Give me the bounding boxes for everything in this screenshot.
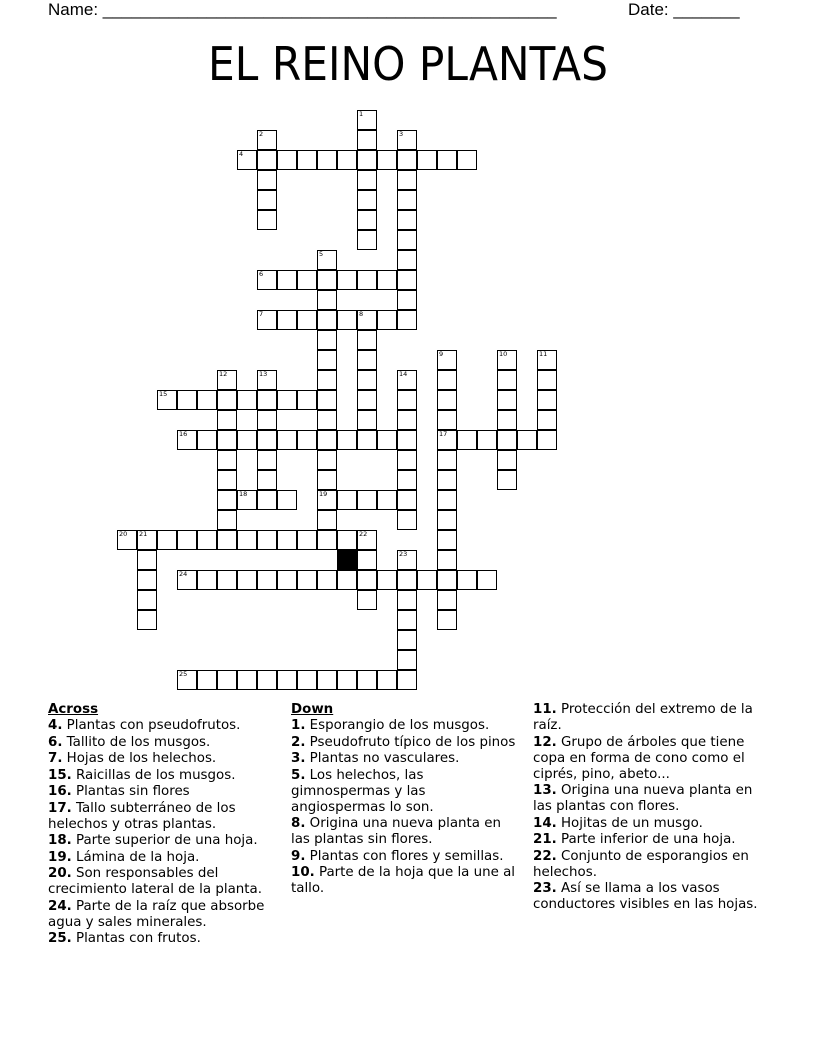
clue-number-label: 8. bbox=[291, 816, 306, 831]
across-clues-column bbox=[48, 702, 284, 948]
grid-cell[interactable] bbox=[257, 430, 277, 450]
grid-cell[interactable] bbox=[537, 410, 557, 430]
clue-text: Plantas con frutos. bbox=[71, 931, 201, 946]
clue-number-label: 13. bbox=[533, 783, 557, 798]
clue-number-label: 15. bbox=[48, 767, 72, 783]
grid-cell[interactable] bbox=[357, 370, 377, 390]
page-title: EL REINO PLANTAS bbox=[208, 37, 608, 91]
grid-cell[interactable] bbox=[377, 430, 397, 450]
clue-item bbox=[533, 783, 769, 815]
clue-number-label: 18. bbox=[48, 833, 72, 848]
clue-item bbox=[291, 735, 521, 751]
clue-text: Grupo de árboles que tiene copa en forma de cono como el ciprés, pino, abeto... bbox=[533, 734, 745, 782]
grid-cell[interactable] bbox=[357, 550, 377, 570]
grid-cell[interactable] bbox=[437, 410, 457, 430]
grid-cell[interactable] bbox=[437, 610, 457, 630]
grid-cell[interactable] bbox=[257, 190, 277, 210]
clue-item bbox=[291, 768, 521, 816]
clue-number-label: 21. bbox=[533, 832, 557, 847]
grid-cell[interactable] bbox=[217, 390, 237, 410]
grid-cell[interactable] bbox=[397, 390, 417, 410]
clue-number-label: 5. bbox=[291, 767, 306, 783]
grid-cell[interactable] bbox=[217, 510, 237, 530]
grid-cell[interactable] bbox=[357, 230, 377, 250]
grid-cell[interactable] bbox=[397, 370, 417, 390]
clue-number: 9 bbox=[439, 350, 444, 358]
grid-cell[interactable] bbox=[397, 450, 417, 470]
grid-cell[interactable] bbox=[357, 530, 377, 550]
grid-cell[interactable] bbox=[377, 270, 397, 290]
clue-number-label: 24. bbox=[48, 898, 72, 914]
grid-cell[interactable] bbox=[397, 270, 417, 290]
grid-cell[interactable] bbox=[117, 530, 137, 550]
grid-cell[interactable] bbox=[357, 110, 377, 130]
grid-cell[interactable] bbox=[377, 570, 397, 590]
grid-cell[interactable] bbox=[517, 430, 537, 450]
grid-cell[interactable] bbox=[397, 670, 417, 690]
grid-cell[interactable] bbox=[257, 270, 277, 290]
grid-cell[interactable] bbox=[437, 370, 457, 390]
clue-text: Tallito de los musgos. bbox=[62, 734, 211, 750]
grid-cell[interactable] bbox=[337, 150, 357, 170]
across-clue-list bbox=[48, 718, 284, 947]
across-heading: Across bbox=[48, 702, 99, 717]
clue-text: Los helechos, las gimnospermas y las angiospermas lo son. bbox=[291, 767, 434, 815]
grid-cell[interactable] bbox=[497, 430, 517, 450]
grid-cell[interactable] bbox=[197, 430, 217, 450]
grid-cell[interactable] bbox=[257, 310, 277, 330]
grid-cell[interactable] bbox=[357, 410, 377, 430]
clue-number: 14 bbox=[399, 370, 408, 378]
clue-text: Origina una nueva planta en las plantas con flores. bbox=[533, 783, 753, 814]
clue-item bbox=[291, 849, 521, 865]
grid-cell[interactable] bbox=[317, 250, 337, 270]
grid-cell[interactable] bbox=[357, 190, 377, 210]
grid-cell[interactable] bbox=[317, 290, 337, 310]
grid-cell[interactable] bbox=[357, 350, 377, 370]
grid-cell[interactable] bbox=[237, 490, 257, 510]
grid-cell[interactable] bbox=[337, 310, 357, 330]
grid-cell[interactable] bbox=[317, 350, 337, 370]
clue-text: Esporangio de los musgos. bbox=[305, 718, 490, 733]
grid-cell[interactable] bbox=[337, 490, 357, 510]
clue-number: 10 bbox=[499, 350, 508, 358]
grid-cell[interactable] bbox=[317, 490, 337, 510]
grid-cell[interactable] bbox=[397, 610, 417, 630]
name-field-line: Name: ________________________________________________ bbox=[48, 0, 557, 19]
grid-cell[interactable] bbox=[397, 290, 417, 310]
clue-item bbox=[291, 751, 521, 767]
grid-cell[interactable] bbox=[397, 490, 417, 510]
clue-number: 20 bbox=[119, 530, 128, 538]
clue-number-label: 6. bbox=[48, 734, 63, 750]
clue-text: Parte de la hoja que la une al tallo. bbox=[291, 865, 516, 896]
clue-item bbox=[48, 899, 284, 931]
grid-cell[interactable] bbox=[397, 470, 417, 490]
grid-cell[interactable] bbox=[137, 530, 157, 550]
grid-cell[interactable] bbox=[397, 410, 417, 430]
clue-number: 2 bbox=[259, 130, 264, 138]
clue-text: Plantas no vasculares. bbox=[305, 751, 460, 766]
grid-cell[interactable] bbox=[357, 270, 377, 290]
grid-cell[interactable] bbox=[317, 150, 337, 170]
clue-number: 16 bbox=[179, 430, 188, 438]
grid-cell[interactable] bbox=[217, 670, 237, 690]
clue-item bbox=[48, 784, 284, 800]
grid-cell[interactable] bbox=[337, 270, 357, 290]
grid-cell[interactable] bbox=[277, 570, 297, 590]
grid-cell[interactable] bbox=[197, 670, 217, 690]
grid-cell[interactable] bbox=[217, 430, 237, 450]
clue-number-label: 12. bbox=[533, 734, 557, 750]
grid-cell[interactable] bbox=[237, 430, 257, 450]
grid-cell[interactable] bbox=[437, 570, 457, 590]
grid-cell[interactable] bbox=[277, 150, 297, 170]
clue-text: Tallo subterráneo de los helechos y otras plantas. bbox=[48, 800, 236, 832]
grid-cell[interactable] bbox=[157, 390, 177, 410]
clue-number-label: 17. bbox=[48, 800, 72, 816]
grid-cell[interactable] bbox=[277, 430, 297, 450]
grid-cell[interactable] bbox=[317, 370, 337, 390]
grid-cell[interactable] bbox=[357, 310, 377, 330]
grid-cell[interactable] bbox=[257, 470, 277, 490]
grid-cell[interactable] bbox=[257, 130, 277, 150]
clue-item bbox=[48, 718, 284, 734]
clue-number: 17 bbox=[439, 430, 448, 438]
grid-cell[interactable] bbox=[137, 550, 157, 570]
grid-cell[interactable] bbox=[397, 130, 417, 150]
grid-cell[interactable] bbox=[437, 550, 457, 570]
grid-cell[interactable] bbox=[437, 530, 457, 550]
grid-cell[interactable] bbox=[317, 410, 337, 430]
clue-number: 5 bbox=[319, 250, 324, 258]
grid-cell[interactable] bbox=[297, 270, 317, 290]
grid-cell[interactable] bbox=[537, 390, 557, 410]
grid-cell[interactable] bbox=[177, 430, 197, 450]
clue-text: Así se llama a los vasos conductores visibles en las hojas. bbox=[533, 881, 758, 912]
grid-cell[interactable] bbox=[357, 210, 377, 230]
clue-number: 7 bbox=[259, 310, 264, 318]
grid-cell[interactable] bbox=[397, 310, 417, 330]
clue-text: Plantas con pseudofrutos. bbox=[62, 718, 241, 733]
down-clue-list bbox=[291, 718, 521, 897]
grid-cell[interactable] bbox=[497, 350, 517, 370]
clue-number-label: 20. bbox=[48, 866, 72, 881]
clue-item bbox=[533, 881, 769, 913]
clue-number-label: 25. bbox=[48, 931, 72, 946]
clue-item bbox=[48, 735, 284, 751]
grid-cell[interactable] bbox=[277, 670, 297, 690]
clue-item bbox=[48, 801, 284, 833]
grid-cell[interactable] bbox=[357, 430, 377, 450]
grid-cell[interactable] bbox=[257, 490, 277, 510]
grid-cell[interactable] bbox=[157, 530, 177, 550]
grid-cell[interactable] bbox=[257, 450, 277, 470]
clue-text: Raicillas de los musgos. bbox=[71, 767, 236, 783]
clue-number-label: 4. bbox=[48, 718, 63, 733]
clue-text: Hojitas de un musgo. bbox=[556, 815, 703, 831]
grid-cell[interactable] bbox=[377, 490, 397, 510]
clue-text: Plantas con flores y semillas. bbox=[305, 848, 504, 864]
grid-cell[interactable] bbox=[377, 150, 397, 170]
black-cell bbox=[337, 550, 357, 570]
clue-number: 23 bbox=[399, 550, 408, 558]
grid-cell[interactable] bbox=[497, 370, 517, 390]
clue-text: Protección del extremo de la raíz. bbox=[533, 702, 753, 733]
grid-cell[interactable] bbox=[197, 530, 217, 550]
clue-text: Conjunto de esporangios en helechos. bbox=[533, 848, 749, 880]
clue-text: Hojas de los helechos. bbox=[62, 751, 217, 766]
clue-number-label: 23. bbox=[533, 881, 557, 896]
grid-cell[interactable] bbox=[217, 370, 237, 390]
grid-cell[interactable] bbox=[217, 410, 237, 430]
grid-cell[interactable] bbox=[137, 590, 157, 610]
grid-cell[interactable] bbox=[397, 650, 417, 670]
grid-cell[interactable] bbox=[437, 490, 457, 510]
clue-number-label: 3. bbox=[291, 751, 306, 766]
grid-cell[interactable] bbox=[297, 670, 317, 690]
grid-cell[interactable] bbox=[337, 430, 357, 450]
grid-cell[interactable] bbox=[437, 150, 457, 170]
clue-item bbox=[48, 833, 284, 849]
grid-cell[interactable] bbox=[337, 570, 357, 590]
grid-cell[interactable] bbox=[317, 330, 337, 350]
clue-number: 13 bbox=[259, 370, 268, 378]
grid-cell[interactable] bbox=[397, 150, 417, 170]
grid-cell[interactable] bbox=[257, 370, 277, 390]
grid-cell[interactable] bbox=[437, 450, 457, 470]
clue-item bbox=[533, 735, 769, 783]
grid-cell[interactable] bbox=[257, 570, 277, 590]
grid-cell[interactable] bbox=[457, 430, 477, 450]
grid-cell[interactable] bbox=[257, 530, 277, 550]
grid-cell[interactable] bbox=[397, 550, 417, 570]
grid-cell[interactable] bbox=[237, 390, 257, 410]
clue-text: Son responsables del crecimiento lateral de la planta. bbox=[48, 866, 262, 897]
down-clue-list-continued bbox=[533, 702, 769, 913]
clue-text: Parte inferior de una hoja. bbox=[556, 832, 736, 847]
grid-cell[interactable] bbox=[317, 530, 337, 550]
clue-number-label: 9. bbox=[291, 848, 306, 864]
clue-number-label: 16. bbox=[48, 784, 72, 799]
grid-cell[interactable] bbox=[277, 530, 297, 550]
grid-cell[interactable] bbox=[397, 570, 417, 590]
grid-cell[interactable] bbox=[317, 470, 337, 490]
clue-item bbox=[48, 751, 284, 767]
grid-cell[interactable] bbox=[337, 670, 357, 690]
down-clues-column bbox=[291, 702, 521, 898]
grid-cell[interactable] bbox=[477, 430, 497, 450]
down-clues-continued-column bbox=[533, 702, 769, 914]
grid-cell[interactable] bbox=[497, 450, 517, 470]
grid-cell[interactable] bbox=[437, 430, 457, 450]
grid-cell[interactable] bbox=[317, 270, 337, 290]
grid-cell[interactable] bbox=[217, 490, 237, 510]
grid-cell[interactable] bbox=[397, 430, 417, 450]
grid-cell[interactable] bbox=[357, 170, 377, 190]
clue-item bbox=[48, 850, 284, 866]
clue-text: Parte superior de una hoja. bbox=[71, 833, 258, 848]
clue-number: 4 bbox=[239, 150, 244, 158]
grid-cell[interactable] bbox=[317, 310, 337, 330]
clue-number-label: 1. bbox=[291, 718, 306, 733]
clue-item bbox=[291, 816, 521, 848]
grid-cell[interactable] bbox=[317, 430, 337, 450]
grid-cell[interactable] bbox=[277, 310, 297, 330]
grid-cell[interactable] bbox=[277, 490, 297, 510]
grid-cell[interactable] bbox=[537, 350, 557, 370]
grid-cell[interactable] bbox=[397, 210, 417, 230]
grid-cell[interactable] bbox=[297, 530, 317, 550]
clue-text: Origina una nueva planta en las plantas sin flores. bbox=[291, 816, 501, 847]
grid-cell[interactable] bbox=[397, 230, 417, 250]
grid-cell[interactable] bbox=[537, 370, 557, 390]
grid-cell[interactable] bbox=[477, 570, 497, 590]
grid-cell[interactable] bbox=[137, 570, 157, 590]
grid-cell[interactable] bbox=[257, 210, 277, 230]
grid-cell[interactable] bbox=[317, 390, 337, 410]
grid-cell[interactable] bbox=[357, 570, 377, 590]
grid-cell[interactable] bbox=[197, 390, 217, 410]
grid-cell[interactable] bbox=[317, 670, 337, 690]
grid-cell[interactable] bbox=[297, 310, 317, 330]
grid-cell[interactable] bbox=[357, 330, 377, 350]
grid-cell[interactable] bbox=[377, 670, 397, 690]
grid-cell[interactable] bbox=[317, 570, 337, 590]
grid-cell[interactable] bbox=[257, 390, 277, 410]
clue-item bbox=[533, 849, 769, 881]
grid-cell[interactable] bbox=[397, 190, 417, 210]
grid-cell[interactable] bbox=[297, 570, 317, 590]
clue-number: 12 bbox=[219, 370, 228, 378]
grid-cell[interactable] bbox=[497, 390, 517, 410]
clue-number: 25 bbox=[179, 670, 188, 678]
clue-number-label: 2. bbox=[291, 734, 306, 750]
grid-cell[interactable] bbox=[437, 470, 457, 490]
grid-cell[interactable] bbox=[217, 470, 237, 490]
grid-cell[interactable] bbox=[417, 150, 437, 170]
clue-item bbox=[533, 832, 769, 848]
grid-cell[interactable] bbox=[357, 390, 377, 410]
grid-cell[interactable] bbox=[177, 390, 197, 410]
clue-item bbox=[48, 768, 284, 784]
grid-cell[interactable] bbox=[317, 450, 337, 470]
grid-cell[interactable] bbox=[397, 510, 417, 530]
clue-number-label: 19. bbox=[48, 849, 72, 865]
grid-cell[interactable] bbox=[137, 610, 157, 630]
clue-number-label: 11. bbox=[533, 702, 557, 717]
grid-cell[interactable] bbox=[297, 430, 317, 450]
clue-number: 3 bbox=[399, 130, 404, 138]
grid-cell[interactable] bbox=[437, 350, 457, 370]
grid-cell[interactable] bbox=[237, 530, 257, 550]
grid-cell[interactable] bbox=[437, 590, 457, 610]
clue-number: 19 bbox=[319, 490, 328, 498]
clue-item bbox=[291, 865, 521, 897]
grid-cell[interactable] bbox=[397, 170, 417, 190]
grid-cell[interactable] bbox=[457, 570, 477, 590]
clue-number-label: 22. bbox=[533, 848, 557, 864]
clue-number-label: 7. bbox=[48, 751, 63, 766]
grid-cell[interactable] bbox=[237, 670, 257, 690]
clue-number: 11 bbox=[539, 350, 548, 358]
grid-cell[interactable] bbox=[217, 570, 237, 590]
clue-item bbox=[533, 816, 769, 832]
date-field-line: Date: _______ bbox=[628, 0, 740, 19]
grid-cell[interactable] bbox=[357, 150, 377, 170]
clue-number: 1 bbox=[359, 110, 364, 118]
clue-number: 22 bbox=[359, 530, 368, 538]
grid-cell[interactable] bbox=[277, 270, 297, 290]
clue-number: 6 bbox=[259, 270, 264, 278]
grid-cell[interactable] bbox=[257, 410, 277, 430]
grid-cell[interactable] bbox=[297, 150, 317, 170]
grid-cell[interactable] bbox=[217, 450, 237, 470]
clue-number-label: 14. bbox=[533, 815, 557, 831]
grid-cell[interactable] bbox=[357, 590, 377, 610]
grid-cell[interactable] bbox=[537, 430, 557, 450]
clue-number: 24 bbox=[179, 570, 188, 578]
grid-cell[interactable] bbox=[177, 670, 197, 690]
clue-item bbox=[533, 702, 769, 734]
grid-cell[interactable] bbox=[297, 390, 317, 410]
grid-cell[interactable] bbox=[417, 570, 437, 590]
grid-cell[interactable] bbox=[357, 490, 377, 510]
grid-cell[interactable] bbox=[437, 510, 457, 530]
grid-cell[interactable] bbox=[457, 150, 477, 170]
grid-cell[interactable] bbox=[377, 310, 397, 330]
grid-cell[interactable] bbox=[257, 670, 277, 690]
clue-number: 8 bbox=[359, 310, 364, 318]
clue-number: 21 bbox=[139, 530, 148, 538]
grid-cell[interactable] bbox=[397, 630, 417, 650]
grid-cell[interactable] bbox=[357, 130, 377, 150]
grid-cell[interactable] bbox=[357, 670, 377, 690]
clue-text: Pseudofruto típico de los pinos bbox=[305, 734, 516, 750]
clue-number: 15 bbox=[159, 390, 168, 398]
grid-cell[interactable] bbox=[277, 390, 297, 410]
clue-text: Lámina de la hoja. bbox=[71, 849, 200, 865]
grid-cell[interactable] bbox=[217, 530, 237, 550]
grid-cell[interactable] bbox=[397, 250, 417, 270]
grid-cell[interactable] bbox=[257, 170, 277, 190]
grid-cell[interactable] bbox=[237, 150, 257, 170]
grid-cell[interactable] bbox=[197, 570, 217, 590]
grid-cell[interactable] bbox=[437, 390, 457, 410]
grid-cell[interactable] bbox=[257, 150, 277, 170]
down-heading: Down bbox=[291, 702, 334, 717]
grid-cell[interactable] bbox=[497, 470, 517, 490]
grid-cell[interactable] bbox=[397, 590, 417, 610]
grid-cell[interactable] bbox=[317, 510, 337, 530]
clue-text: Plantas sin flores bbox=[71, 784, 190, 799]
grid-cell[interactable] bbox=[177, 530, 197, 550]
grid-cell[interactable] bbox=[337, 530, 357, 550]
grid-cell[interactable] bbox=[177, 570, 197, 590]
clue-item bbox=[48, 931, 284, 947]
clue-text: Parte de la raíz que absorbe agua y sales minerales. bbox=[48, 898, 265, 930]
grid-cell[interactable] bbox=[497, 410, 517, 430]
clue-number-label: 10. bbox=[291, 865, 315, 880]
clue-item bbox=[291, 718, 521, 734]
grid-cell[interactable] bbox=[237, 570, 257, 590]
clue-number: 18 bbox=[239, 490, 248, 498]
clue-item bbox=[48, 866, 284, 898]
